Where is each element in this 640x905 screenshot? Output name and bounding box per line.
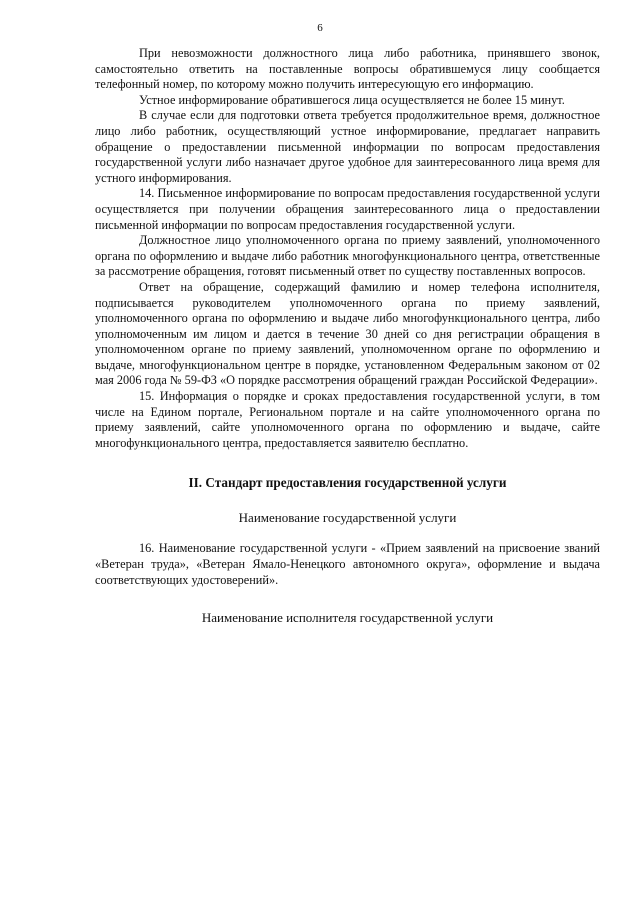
- document-body: [95, 46, 600, 626]
- paragraph-15-free-info: 15. Информация о порядке и сроках предоставления государственной услуги, в том числе на Едином портале, Региональном портале и на сайте уполномоченного органа по приему заявлений, сайте уполномоченного органа по оформлению и выдаче, сайте многофункционального центра, предоставляется заявителю бесплатно.: [95, 389, 600, 450]
- paragraph-answer-signing: Ответ на обращение, содержащий фамилию и номер телефона исполнителя, подписывается руководителем уполномоченного органа по приему заявлений, уполномоченного органа по оформлению и выдаче либо многофункционального центра, либо уполномоченным им лицом и дается в течение 30 дней со дня регистрации обращения в уполномоченном органе по приему заявлений, уполномоченном органе по оформлению и выдаче, многофункциональном центре в порядке, установленном Федеральным законом от 02 мая 2006 года № 59-ФЗ «О порядке рассмотрения обращений граждан Российской Федерации».: [95, 279, 600, 388]
- paragraph-oral-duration: Устное информирование обратившегося лица осуществляется не более 15 минут.: [139, 92, 565, 107]
- paragraph-long-preparation: В случае если для подготовки ответа требуется продолжительное время, должностное лицо либо работник, осуществляющий устное информирование, предлагает направить обращение о предоставлении письменной информации по вопросам предоставления государственной услуги либо назначает другое удобное для заинтересованного лица время для устного информирования.: [95, 108, 600, 185]
- subheading-service-executor: Наименование исполнителя государственной услуги: [201, 610, 494, 626]
- section-title: II. Стандарт предоставления государственной услуги: [188, 475, 507, 491]
- paragraph-official-answer: Должностное лицо уполномоченного органа по приему заявлений, уполномоченного органа по оформлению и выдаче либо работник многофункционального центра, ответственные за рассмотрение обращения, готовят письменный ответ по существу поставленных вопросов.: [95, 233, 600, 279]
- page-number: 6: [317, 22, 323, 34]
- paragraph-14-written-info: 14. Письменное информирование по вопросам предоставления государственной услуги осуществляется при получении обращения заинтересованного лица о предоставлении письменной информации по вопросам предоставления государственной услуги.: [95, 186, 600, 232]
- subheading-service-name: Наименование государственной услуги: [238, 510, 457, 526]
- paragraph-16-service-name: 16. Наименование государственной услуги - «Прием заявлений на присвоение званий «Ветеран труда», «Ветеран Ямало-Ненецкого автономного округа», оформление и выдача соответствующих удостоверений».: [95, 541, 600, 587]
- paragraph-no-answer: При невозможности должностного лица либо работника, принявшего звонок, самостоятельно ответить на поставленные вопросы обратившемуся лицу сообщается телефонный номер, по которому можно получить интересующую его информацию.: [95, 46, 600, 92]
